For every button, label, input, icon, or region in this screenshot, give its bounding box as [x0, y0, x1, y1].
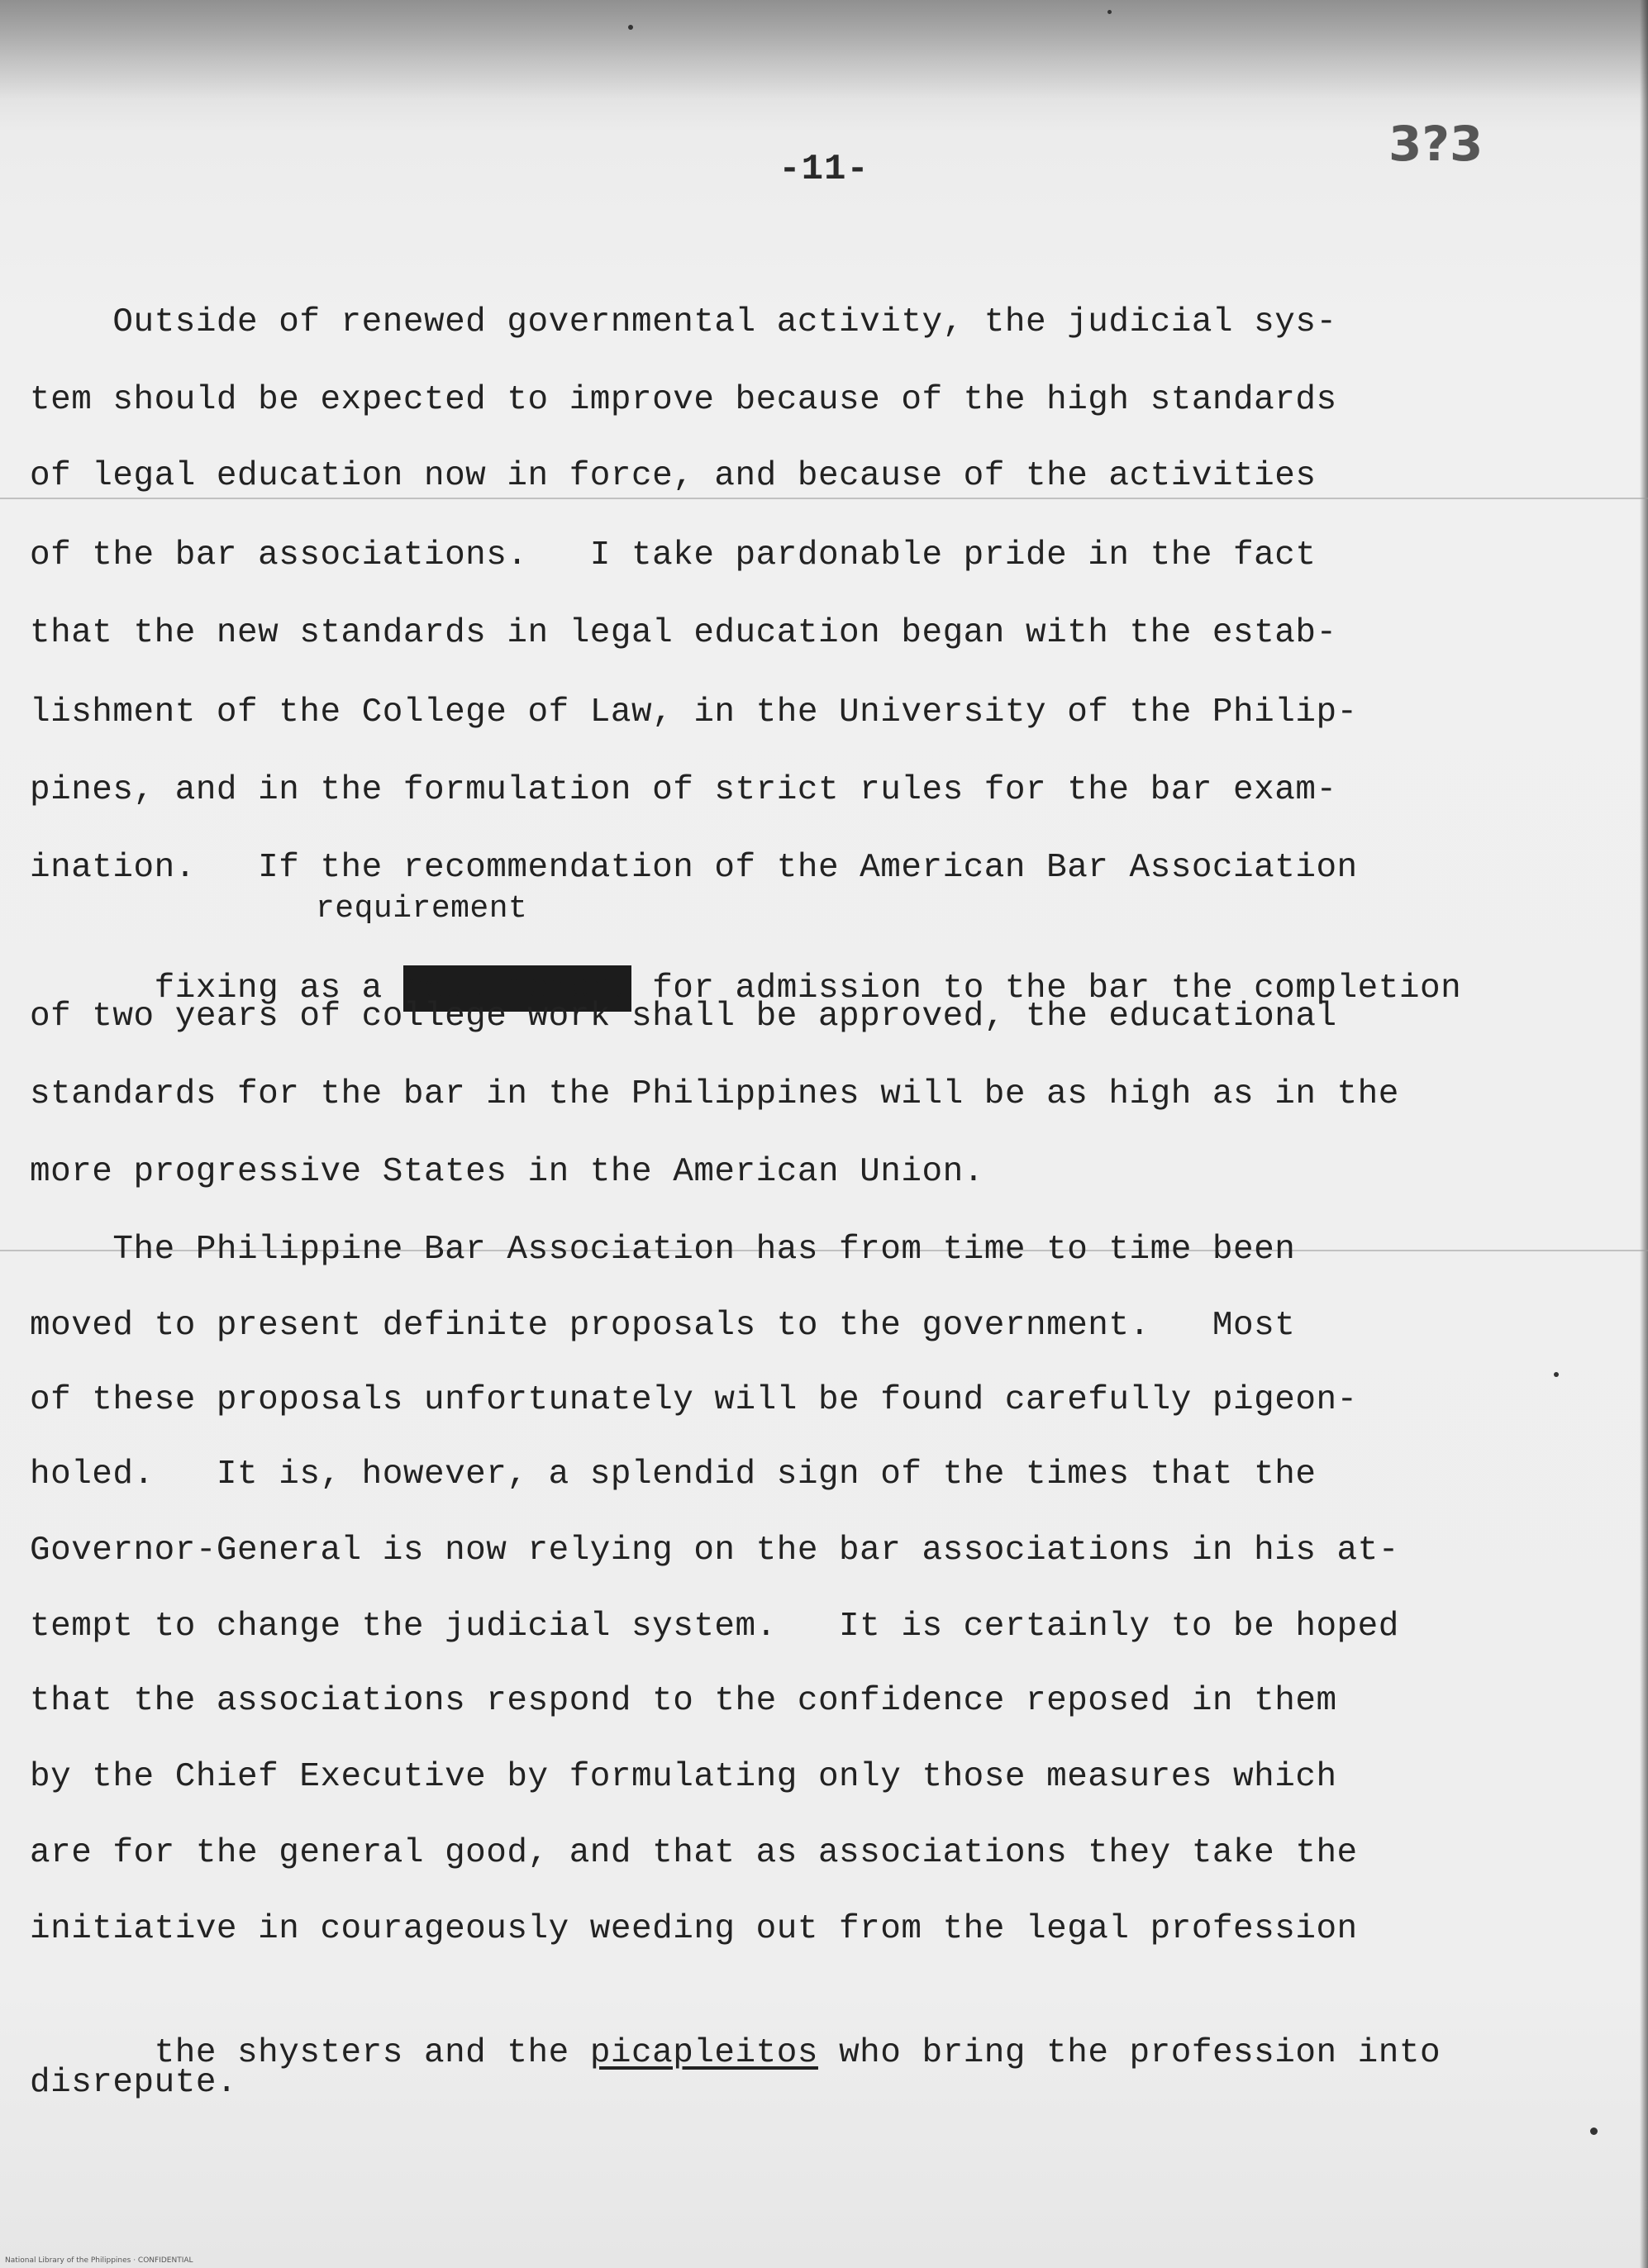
text-line: Governor-General is now relying on the bar associations in his at- — [30, 1532, 1399, 1570]
page-number: -11- — [779, 149, 869, 190]
scan-speck — [1107, 10, 1112, 14]
scan-edge — [1640, 0, 1648, 2268]
text-line: of these proposals unfortunately will be found carefully pigeon- — [30, 1381, 1358, 1419]
text-line: moved to present definite proposals to the government. Most — [30, 1307, 1296, 1345]
text-line: that the new standards in legal education began with the estab- — [30, 614, 1337, 652]
line-end: for admission to the bar the completion — [631, 970, 1462, 1008]
text-line: initiative in courageously weeding out from the legal profession — [30, 1910, 1358, 1948]
text-line: Outside of renewed governmental activity, the judicial sys- — [30, 303, 1337, 341]
text-line: of legal education now in force, and because of the activities — [30, 457, 1317, 495]
scan-speck — [1590, 2127, 1598, 2135]
text-line: standards for the bar in the Philippines will be as high as in the — [30, 1075, 1399, 1113]
text-line: by the Chief Executive by formulating only those measures which — [30, 1758, 1337, 1796]
text-line — [30, 1984, 1441, 2072]
text-line: of the bar associations. I take pardonable pride in the fact — [30, 536, 1317, 574]
scan-speck — [628, 25, 633, 30]
scan-speck — [1554, 1372, 1559, 1377]
correction-line — [30, 891, 1462, 1008]
text-line: disrepute. — [30, 2064, 238, 2102]
underlined-word: picapleitos — [589, 2034, 818, 2072]
text-line: of two years of college work shall be approved, the educational — [30, 998, 1337, 1036]
text-line: tem should be expected to improve because of the high standards — [30, 381, 1337, 419]
footer-note: National Library of the Philippines · CONFIDENTIAL — [5, 2256, 193, 2265]
archive-stamp: 3?3 — [1388, 116, 1484, 172]
text-line: ination. If the recommendation of the American Bar Association — [30, 849, 1358, 887]
line-start: fixing as a — [154, 970, 403, 1008]
text-line: pines, and in the formulation of strict rules for the bar exam- — [30, 771, 1337, 809]
text-line: holed. It is, however, a splendid sign of the times that the — [30, 1456, 1317, 1494]
text-line: tempt to change the judicial system. It is certainly to be hoped — [30, 1608, 1399, 1646]
line-end: who bring the profession into — [817, 2034, 1441, 2072]
text-line: more progressive States in the American Union. — [30, 1153, 984, 1191]
text-line: that the associations respond to the confidence reposed in them — [30, 1682, 1337, 1720]
scan-shadow — [0, 0, 1648, 99]
inserted-word: requirement — [316, 891, 528, 927]
text-line: lishment of the College of Law, in the University of the Philip- — [30, 693, 1358, 731]
text-line: are for the general good, and that as associations they take the — [30, 1834, 1358, 1872]
struck-word: requirement — [403, 965, 631, 1012]
line-start: the shysters and the — [154, 2034, 590, 2072]
text-line: The Philippine Bar Association has from time to time been — [30, 1231, 1296, 1269]
